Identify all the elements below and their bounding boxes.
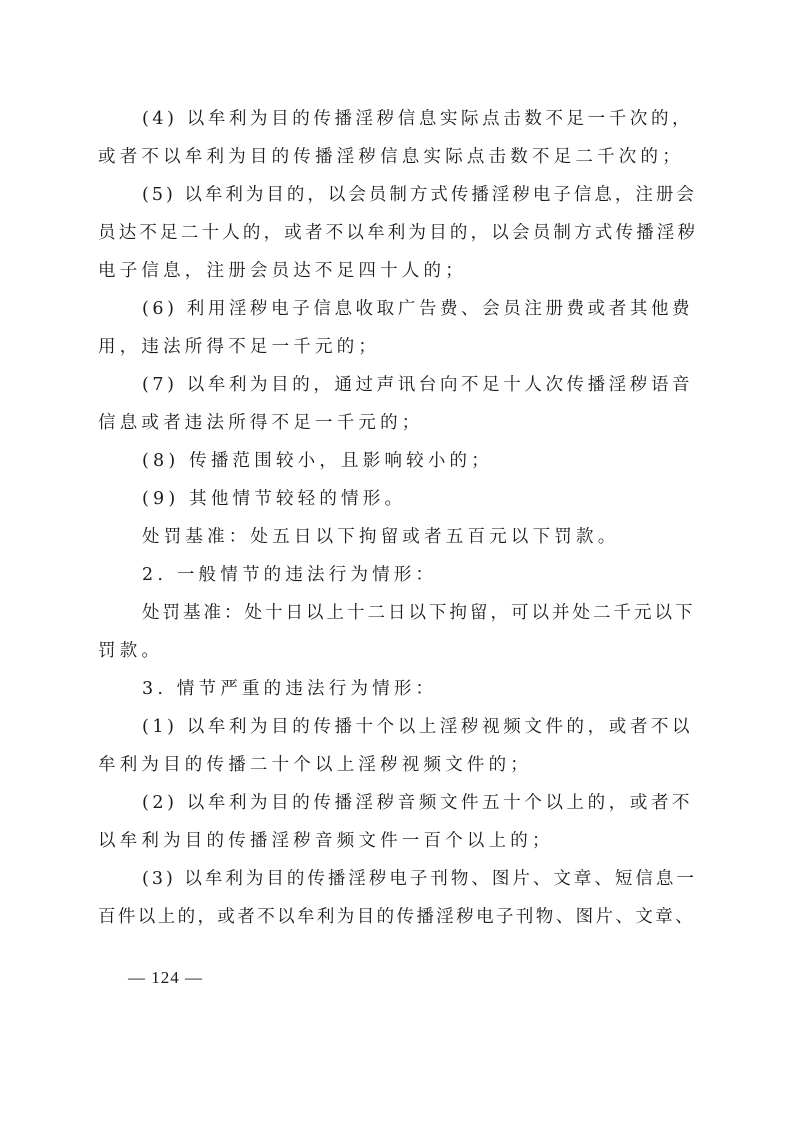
text-line: 牟利为目的传播二十个以上淫秽视频文件的； [98,755,532,775]
text-line: 员达不足二十人的，或者不以牟利为目的，以会员制方式传播淫秽 [98,223,699,243]
text-line: (1) 以牟利为目的传播十个以上淫秽视频文件的，或者不以 [142,717,694,737]
text-line: 用，违法所得不足一千元的； [98,337,381,357]
text-line: 电子信息，注册会员达不足四十人的； [98,261,467,281]
text-line: 罚款。 [98,641,164,661]
text-line: 百件以上的，或者不以牟利为目的传播淫秽电子刊物、图片、文章、 [98,907,695,927]
text-line: 处罚基准：处十日以上十二日以下拘留，可以并处二千元以下 [142,603,696,623]
text-line: (7) 以牟利为目的，通过声讯台向不足十人次传播淫秽语音 [142,375,694,395]
text-line: (3) 以牟利为目的传播淫秽电子刊物、图片、文章、短信息一 [142,869,697,889]
text-line: (6) 利用淫秽电子信息收取广告费、会员注册费或者其他费 [142,299,694,319]
text-line: 以牟利为目的传播淫秽音频文件一百个以上的； [98,831,554,851]
page-number: — 124 — [128,968,203,987]
text-line: (5) 以牟利为目的，以会员制方式传播淫秽电子信息，注册会 [142,185,697,205]
text-line: 3. 情节严重的违法行为情形： [142,679,438,699]
text-line: (9) 其他情节较轻的情形。 [142,489,407,509]
text-line: (2) 以牟利为目的传播淫秽音频文件五十个以上的，或者不 [142,793,694,813]
text-line: 信息或者违法所得不足一千元的； [98,413,424,433]
text-line: 或者不以牟利为目的传播淫秽信息实际点击数不足二千次的； [98,147,684,167]
text-line: 处罚基准：处五日以下拘留或者五百元以下罚款。 [142,527,620,547]
text-line: (8) 传播范围较小，且影响较小的； [142,451,493,471]
text-line: 2. 一般情节的违法行为情形： [142,565,438,585]
body-text [98,100,698,936]
text-line: (4) 以牟利为目的传播淫秽信息实际点击数不足一千次的， [142,109,694,129]
